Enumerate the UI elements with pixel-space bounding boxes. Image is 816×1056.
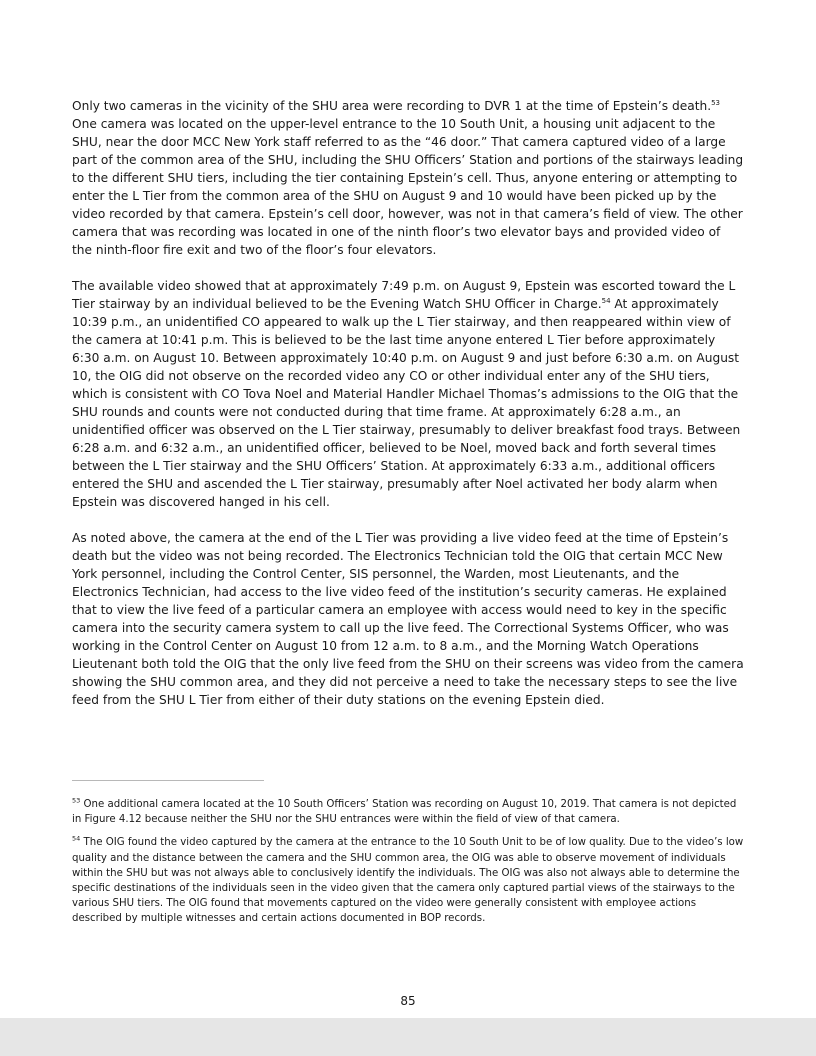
body-text (72, 97, 744, 727)
paragraph-live-feed (72, 529, 744, 709)
footnote-text: The OIG found the video captured by the camera at the entrance to the 10 South Unit to be of low quality. Due to the video’s low quality and the distance between the camera and the SHU common area, the OIG was able to observe movement of individuals within the SHU but was not always able to conclusively identify the individuals. The OIG was also not always able to determine the specific destinations of the individuals seen in the video given that the camera only captured partial views of the stairways to the various SHU tiers. The OIG found that movements captured on the video were generally consistent with employee actions described by multiple witnesses and certain actions documented in BOP records. (72, 837, 744, 925)
paragraph-text-continued: One camera was located on the upper-level entrance to the 10 South Unit, a housing unit adjacent to the SHU, near the door MCC New York staff referred to as the “46 door.” That camera captured video of a large part of the common area of the SHU, including the SHU Officers’ Station and portions of the stairways leading to the different SHU tiers, including the tier containing Epstein’s cell. Thus, anyone entering or attempting to enter the L Tier from the common area of the SHU on August 9 and 10 would have been picked up by the video recorded by that camera. Epstein’s cell door, however, was not in that camera’s field of view. The other camera that was recording was located in one of the ninth floor’s two elevator bays and provided video of the ninth-floor fire exit and two of the floor’s four elevators. (72, 117, 744, 257)
viewer-background (0, 1018, 816, 1056)
page-number: 85 (400, 994, 416, 1008)
paragraph-text: Only two cameras in the vicinity of the SHU area were recording to DVR 1 at the time of Epstein’s death. (72, 99, 712, 113)
paragraph-available-video (72, 277, 744, 511)
footnote-ref-53[interactable]: 53 (711, 98, 720, 107)
footnote-separator (72, 780, 264, 781)
footnote-number: 53 (72, 796, 81, 805)
paragraph-text: As noted above, the camera at the end of the L Tier was providing a live video feed at the time of Epstein’s death but the video was not being recorded. The Electronics Technician told the OIG that certain MCC New York personnel, including the Control Center, SIS personnel, the Warden, most Lieutenants, and the Electronics Technician, had access to the live video feed of the institution’s security cameras. He explained that to view the live feed of a particular camera an employee with access would need to key in the specific camera into the security camera system to call up the live feed. The Correctional Systems Officer, who was working in the Control Center on August 10 from 12 a.m. to 8 a.m., and the Morning Watch Operations Lieutenant both told the OIG that the only live feed from the SHU on their screens was video from the camera showing the SHU common area, and they did not perceive a need to take the necessary steps to see the live feed from the SHU L Tier from either of their duty stations on the evening Epstein died. (72, 531, 744, 707)
paragraph-recording-cameras (72, 97, 744, 259)
paragraph-text-continued: At approximately 10:39 p.m., an unidentified CO appeared to walk up the L Tier stairway, and then reappeared within view of the camera at 10:41 p.m. This is believed to be the last time anyone entered L Tier before approximately 6:30 a.m. on August 10. Between approximately 10:40 p.m. on August 9 and just before 6:30 a.m. on August 10, the OIG did not observe on the recorded video any CO or other individual enter any of the SHU tiers, which is consistent with CO Tova Noel and Material Handler Michael Thomas’s admissions to the OIG that the SHU rounds and counts were not conducted during that time frame. At approximately 6:28 a.m., an unidentified officer was observed on the L Tier stairway, presumably to deliver breakfast food trays. Between 6:28 a.m. and 6:32 a.m., an unidentified officer, believed to be Noel, moved back and forth several times between the L Tier stairway and the SHU Officers’ Station. At approximately 6:33 a.m., additional officers entered the SHU and ascended the L Tier stairway, presumably after Noel activated her body alarm when Epstein was discovered hanged in his cell. (72, 297, 741, 509)
footnotes (72, 797, 744, 935)
footnote-ref-54[interactable]: 54 (601, 296, 611, 305)
footnote-text: One additional camera located at the 10 South Officers’ Station was recording on August 10, 2019. That camera is not depicted in Figure 4.12 because neither the SHU nor the SHU entrances were within the field of view of that camera. (72, 799, 737, 826)
footnote-54 (72, 835, 744, 926)
footnote-53 (72, 797, 744, 827)
footnote-number: 54 (72, 835, 81, 844)
paragraph-text: The available video showed that at approximately 7:49 p.m. on August 9, Epstein was escorted toward the L Tier stairway by an individual believed to be the Evening Watch SHU Officer in Charge. (72, 279, 736, 311)
